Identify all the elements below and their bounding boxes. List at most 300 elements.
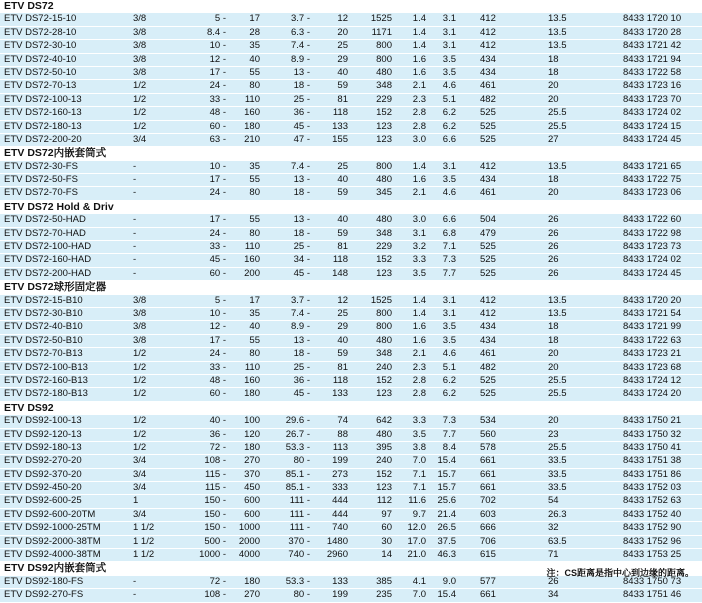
table-cell: 8433 1752 03 — [623, 482, 682, 494]
table-cell: 8433 1723 16 — [623, 80, 682, 92]
table-cell: 8433 1752 63 — [623, 495, 682, 507]
table-cell: 59 — [337, 187, 348, 199]
table-cell: 3.0 — [412, 133, 426, 145]
table-cell: 3.5 — [442, 174, 456, 186]
section-title: ETV DS92 — [0, 402, 702, 415]
table-cell: 3/8 — [133, 40, 147, 52]
table-cell: 6.8 — [442, 227, 456, 239]
table-cell: 370 — [244, 468, 260, 480]
table-cell: 13 - — [293, 66, 310, 78]
table-cell: 270 — [244, 589, 260, 601]
table-cell: 525 — [480, 133, 496, 145]
table-cell: 40 — [337, 66, 348, 78]
table-cell: 27 — [548, 133, 559, 145]
table-cell: 7.4 - — [290, 40, 310, 52]
table-cell: 412 — [480, 40, 496, 52]
table-cell: 110 — [244, 361, 260, 373]
table-cell: ETV DS72-50-10 — [4, 66, 77, 78]
table-cell: 13 - — [293, 214, 310, 226]
table-cell: ETV DS72-50-HAD — [4, 214, 86, 226]
table-cell: 15.4 — [437, 455, 456, 467]
table-cell: 1/2 — [133, 374, 147, 386]
table-cell: 40 — [249, 321, 260, 333]
table-cell: - — [133, 174, 137, 186]
table-cell: 8433 1724 02 — [623, 254, 682, 266]
table-cell: 642 — [376, 415, 392, 427]
table-row — [0, 549, 702, 562]
table-cell: ETV DS72-70-13 — [4, 80, 77, 92]
table-cell: 560 — [480, 428, 496, 440]
table-row — [0, 469, 702, 482]
table-cell: 46.3 — [437, 549, 456, 561]
table-cell: 4.6 — [442, 80, 456, 92]
table-cell: 480 — [376, 66, 392, 78]
table-cell: 160 — [244, 374, 260, 386]
table-cell: 120 — [244, 428, 260, 440]
table-cell: 8433 1721 99 — [623, 321, 682, 333]
table-cell: 5 - — [214, 294, 226, 306]
table-cell: 33 - — [209, 93, 226, 105]
table-cell: 13.5 — [548, 13, 567, 25]
table-cell: 8433 1722 75 — [623, 174, 682, 186]
table-cell: 525 — [480, 267, 496, 279]
table-cell: 3.1 — [442, 13, 456, 25]
table-cell: 240 — [376, 361, 392, 373]
table-row — [0, 415, 702, 428]
table-cell: 60 - — [209, 267, 226, 279]
table-cell: 33 - — [209, 361, 226, 373]
table-cell: 10 - — [209, 160, 226, 172]
table-cell: 3.2 — [412, 241, 426, 253]
table-cell: 1.6 — [412, 66, 426, 78]
table-cell: 26.5 — [437, 522, 456, 534]
table-cell: 8433 1751 86 — [623, 468, 682, 480]
table-cell: 40 — [337, 174, 348, 186]
table-cell: 8433 1750 32 — [623, 428, 682, 440]
table-cell: 180 — [244, 120, 260, 132]
table-cell: ETV DS92-4000-38TM — [4, 549, 101, 561]
table-cell: 1.4 — [412, 160, 426, 172]
table-cell: 348 — [376, 348, 392, 360]
table-row — [0, 308, 702, 321]
table-cell: 17 - — [209, 174, 226, 186]
table-cell: 525 — [480, 254, 496, 266]
table-cell: ETV DS72-180-B13 — [4, 388, 88, 400]
table-row — [0, 13, 702, 26]
table-cell: 17.0 — [407, 535, 426, 547]
table-cell: 13 - — [293, 174, 310, 186]
table-cell: ETV DS92-180-13 — [4, 441, 82, 453]
table-cell: 85.1 - — [285, 482, 310, 494]
table-cell: 25.5 — [548, 441, 567, 453]
table-cell: 2.8 — [412, 374, 426, 386]
table-cell: 10 - — [209, 307, 226, 319]
table-cell: 45 - — [209, 254, 226, 266]
table-cell: 85.1 - — [285, 468, 310, 480]
table-cell: 8433 1750 41 — [623, 441, 682, 453]
table-cell: 525 — [480, 107, 496, 119]
table-cell: - — [133, 575, 137, 587]
table-cell: ETV DS92-2000-38TM — [4, 535, 101, 547]
section-title: ETV DS72球形固定器 — [0, 281, 702, 294]
table-cell: 37.5 — [437, 535, 456, 547]
table-cell: 115 - — [205, 482, 226, 494]
table-cell: 80 - — [293, 455, 310, 467]
table-cell: 20 — [548, 187, 559, 199]
table-cell: 111 - — [289, 522, 310, 534]
table-cell: ETV DS72-50-B10 — [4, 334, 83, 346]
table-cell: ETV DS72-30-FS — [4, 160, 78, 172]
table-cell: 25 - — [293, 241, 310, 253]
table-cell: 25.5 — [548, 374, 567, 386]
section-title: ETV DS92内嵌套筒式 — [0, 562, 702, 575]
table-cell: 740 — [332, 522, 348, 534]
table-cell: 12.0 — [407, 522, 426, 534]
table-cell: 229 — [376, 241, 392, 253]
table-cell: 33 - — [209, 241, 226, 253]
table-cell: 7.4 - — [290, 160, 310, 172]
table-cell: 2.8 — [412, 120, 426, 132]
table-cell: 6.3 - — [290, 26, 310, 38]
table-cell: ETV DS92-270-20 — [4, 455, 82, 467]
table-row — [0, 67, 702, 80]
table-cell: 150 - — [204, 495, 226, 507]
table-cell: 800 — [376, 53, 392, 65]
table-cell: 152 — [376, 468, 392, 480]
table-cell: 1.6 — [412, 321, 426, 333]
table-cell: 444 — [332, 508, 348, 520]
table-cell: 8433 1724 45 — [623, 267, 682, 279]
table-cell: ETV DS72-160-13 — [4, 107, 82, 119]
table-cell: 3/8 — [133, 66, 147, 78]
table-cell: 160 — [244, 254, 260, 266]
table-cell: 615 — [480, 549, 496, 561]
table-cell: 25 - — [293, 93, 310, 105]
table-cell: 3.5 — [442, 66, 456, 78]
table-cell: 534 — [480, 415, 496, 427]
table-cell: 59 — [337, 80, 348, 92]
table-cell: 434 — [480, 66, 496, 78]
table-cell: 3.5 — [412, 428, 426, 440]
table-cell: 8433 1721 54 — [623, 307, 682, 319]
table-cell: 603 — [480, 508, 496, 520]
table-cell: 7.3 — [442, 254, 456, 266]
table-cell: ETV DS72-180-13 — [4, 120, 82, 132]
table-cell: 434 — [480, 53, 496, 65]
table-row — [0, 362, 702, 375]
table-cell: 482 — [480, 361, 496, 373]
table-cell: 482 — [480, 93, 496, 105]
table-cell: 434 — [480, 174, 496, 186]
table-cell: 577 — [480, 575, 496, 587]
table-cell: 8433 1721 65 — [623, 160, 682, 172]
table-cell: 112 — [376, 495, 392, 507]
table-cell: 36 - — [209, 428, 226, 440]
table-cell: 3.5 — [442, 334, 456, 346]
table-cell: 661 — [480, 589, 496, 601]
table-cell: 26 — [548, 241, 559, 253]
table-cell: 4.6 — [442, 187, 456, 199]
table-cell: 8433 1722 58 — [623, 66, 682, 78]
table-row — [0, 482, 702, 495]
table-cell: 88 — [337, 428, 348, 440]
table-cell: 1.4 — [412, 294, 426, 306]
table-cell: 1.4 — [412, 40, 426, 52]
table-cell: 578 — [480, 441, 496, 453]
table-cell: ETV DS72-200-20 — [4, 133, 82, 145]
table-cell: 118 — [332, 374, 348, 386]
table-cell: 4.6 — [442, 348, 456, 360]
footnote: 注：CS距离是指中心到边缘的距离。 — [546, 568, 694, 578]
table-cell: 25 — [337, 40, 348, 52]
table-cell: 8433 1724 45 — [623, 133, 682, 145]
table-cell: 480 — [376, 428, 392, 440]
table-row — [0, 388, 702, 401]
table-cell: 48 - — [209, 107, 226, 119]
table-cell: 113 — [332, 441, 348, 453]
table-cell: 8433 1723 70 — [623, 93, 682, 105]
table-cell: 20 — [548, 415, 559, 427]
table-row — [0, 254, 702, 267]
table-cell: 60 — [381, 522, 392, 534]
table-cell: 150 - — [204, 508, 226, 520]
table-cell: - — [133, 160, 137, 172]
table-cell: 12 - — [209, 321, 226, 333]
table-cell: 30 — [381, 535, 392, 547]
table-cell: 1/2 — [133, 415, 147, 427]
table-cell: 13.5 — [548, 307, 567, 319]
table-cell: 40 — [337, 334, 348, 346]
table-cell: 160 — [244, 107, 260, 119]
table-cell: 3.1 — [442, 40, 456, 52]
table-cell: 7.0 — [412, 455, 426, 467]
table-cell: 2.8 — [412, 388, 426, 400]
table-cell: 20 — [548, 348, 559, 360]
table-cell: 17 - — [209, 66, 226, 78]
table-cell: 108 - — [204, 589, 226, 601]
table-cell: 81 — [337, 361, 348, 373]
table-cell: 111 - — [289, 508, 310, 520]
table-cell: 525 — [480, 374, 496, 386]
table-cell: 123 — [376, 133, 392, 145]
table-row — [0, 589, 702, 602]
section-title: ETV DS72 Hold & Driv — [0, 201, 702, 214]
table-cell: 1.6 — [412, 174, 426, 186]
table-cell: 600 — [244, 508, 260, 520]
table-row — [0, 214, 702, 227]
table-cell: 15.7 — [437, 468, 456, 480]
table-cell: 412 — [480, 160, 496, 172]
table-cell: 525 — [480, 388, 496, 400]
table-row — [0, 161, 702, 174]
table-cell: 3.7 - — [290, 13, 310, 25]
table-cell: 133 — [332, 388, 348, 400]
table-cell: 1 — [133, 495, 139, 507]
table-cell: 28 — [249, 26, 260, 38]
table-cell: 4000 — [238, 549, 260, 561]
table-cell: 33.5 — [548, 468, 567, 480]
table-cell: 1/2 — [133, 80, 147, 92]
table-cell: 7.1 — [412, 468, 426, 480]
table-cell: 24 - — [209, 80, 226, 92]
table-cell: 18 - — [293, 80, 310, 92]
table-cell: 25.5 — [548, 120, 567, 132]
table-cell: 18 - — [293, 348, 310, 360]
table-cell: 8433 1724 20 — [623, 388, 682, 400]
table-cell: - — [133, 267, 137, 279]
table-cell: 13.5 — [548, 40, 567, 52]
table-cell: 152 — [376, 107, 392, 119]
table-cell: 9.0 — [442, 575, 456, 587]
table-cell: 18 — [548, 53, 559, 65]
table-cell: 5.1 — [442, 93, 456, 105]
table-cell: 20 — [548, 93, 559, 105]
table-cell: ETV DS92-370-20 — [4, 468, 82, 480]
table-cell: 1525 — [370, 294, 392, 306]
table-cell: 525 — [480, 241, 496, 253]
table-cell: 123 — [376, 120, 392, 132]
table-cell: 180 — [244, 575, 260, 587]
table-cell: 461 — [480, 80, 496, 92]
table-cell: 6.2 — [442, 388, 456, 400]
table-cell: 20 — [548, 361, 559, 373]
table-cell: 1/2 — [133, 361, 147, 373]
table-cell: 6.6 — [442, 214, 456, 226]
table-cell: 12 - — [209, 53, 226, 65]
table-cell: 2.3 — [412, 361, 426, 373]
table-cell: ETV DS72-40-10 — [4, 53, 77, 65]
table-row — [0, 455, 702, 468]
table-cell: 235 — [376, 589, 392, 601]
table-cell: 26 — [548, 254, 559, 266]
table-cell: 2.3 — [412, 93, 426, 105]
table-cell: 18 — [548, 334, 559, 346]
table-cell: 348 — [376, 80, 392, 92]
table-cell: 8433 1724 15 — [623, 120, 682, 132]
table-cell: 3/4 — [133, 455, 147, 467]
table-cell: ETV DS72-40-B10 — [4, 321, 83, 333]
table-cell: 29 — [337, 53, 348, 65]
table-cell: 661 — [480, 455, 496, 467]
table-cell: ETV DS72-70-FS — [4, 187, 78, 199]
table-row — [0, 335, 702, 348]
table-cell: 180 — [244, 441, 260, 453]
table-cell: 10 - — [209, 40, 226, 52]
table-cell: 20 — [548, 80, 559, 92]
table-cell: 1480 — [326, 535, 348, 547]
table-cell: 55 — [249, 66, 260, 78]
table-cell: ETV DS92-100-13 — [4, 415, 82, 427]
table-cell: 3.5 — [442, 53, 456, 65]
table-cell: 8433 1723 73 — [623, 241, 682, 253]
table-row — [0, 509, 702, 522]
table-cell: 370 - — [288, 535, 310, 547]
table-cell: 3.3 — [412, 415, 426, 427]
table-cell: 3/4 — [133, 468, 147, 480]
table-cell: - — [133, 227, 137, 239]
table-cell: 240 — [376, 455, 392, 467]
table-cell: 2.1 — [412, 348, 426, 360]
table-cell: 36 - — [293, 374, 310, 386]
table-row — [0, 228, 702, 241]
table-cell: 17 - — [209, 334, 226, 346]
table-cell: 8433 1721 94 — [623, 53, 682, 65]
table-cell: - — [133, 214, 137, 226]
table-cell: 8433 1722 98 — [623, 227, 682, 239]
table-cell: 8433 1723 06 — [623, 187, 682, 199]
table-cell: 348 — [376, 227, 392, 239]
table-cell: 81 — [337, 93, 348, 105]
table-cell: 40 — [249, 53, 260, 65]
table-cell: 33.5 — [548, 482, 567, 494]
table-cell: ETV DS72-200-HAD — [4, 267, 92, 279]
table-cell: 800 — [376, 40, 392, 52]
table-cell: 13.5 — [548, 26, 567, 38]
table-cell: 111 - — [289, 495, 310, 507]
table-cell: 29 — [337, 321, 348, 333]
table-cell: 23 — [548, 428, 559, 440]
table-cell: ETV DS72-30-10 — [4, 40, 77, 52]
table-cell: 26 — [548, 575, 559, 587]
table-cell: 5.1 — [442, 361, 456, 373]
table-cell: ETV DS72-160-HAD — [4, 254, 92, 266]
table-cell: 80 — [249, 80, 260, 92]
table-row — [0, 295, 702, 308]
table-cell: ETV DS72-100-HAD — [4, 241, 92, 253]
table-cell: 3/4 — [133, 482, 147, 494]
table-cell: 2.1 — [412, 80, 426, 92]
table-cell: 150 - — [204, 522, 226, 534]
table-cell: 450 — [244, 482, 260, 494]
table-cell: 7.7 — [442, 267, 456, 279]
table-cell: 8.9 - — [290, 53, 310, 65]
table-cell: 15.4 — [437, 589, 456, 601]
table-cell: 35 — [249, 160, 260, 172]
table-cell: ETV DS72-70-HAD — [4, 227, 86, 239]
table-cell: 18 — [548, 66, 559, 78]
table-cell: 80 — [249, 348, 260, 360]
table-cell: 3.1 — [442, 294, 456, 306]
table-cell: 17 - — [209, 214, 226, 226]
table-cell: 80 - — [293, 589, 310, 601]
section-title: ETV DS72 — [0, 0, 702, 13]
table-row — [0, 348, 702, 361]
table-cell: ETV DS92-120-13 — [4, 428, 82, 440]
table-cell: 3.0 — [412, 214, 426, 226]
table-cell: 229 — [376, 93, 392, 105]
table-cell: 444 — [332, 495, 348, 507]
table-cell: 18 - — [293, 187, 310, 199]
table-cell: 26 — [548, 227, 559, 239]
table-cell: 434 — [480, 334, 496, 346]
table-cell: ETV DS72-70-B13 — [4, 348, 83, 360]
table-cell: 14 — [381, 549, 392, 561]
table-cell: 35 — [249, 307, 260, 319]
table-cell: 123 — [376, 267, 392, 279]
table-cell: 740 - — [288, 549, 310, 561]
table-cell: 270 — [244, 455, 260, 467]
table-cell: 100 — [244, 415, 260, 427]
table-cell: 55 — [249, 174, 260, 186]
table-cell: 63.5 — [548, 535, 567, 547]
table-cell: 1/2 — [133, 93, 147, 105]
table-cell: 118 — [332, 107, 348, 119]
table-cell: 13.5 — [548, 160, 567, 172]
table-cell: 55 — [249, 214, 260, 226]
table-cell: 20 — [337, 26, 348, 38]
table-cell: 7.1 — [442, 241, 456, 253]
table-cell: 1/2 — [133, 120, 147, 132]
